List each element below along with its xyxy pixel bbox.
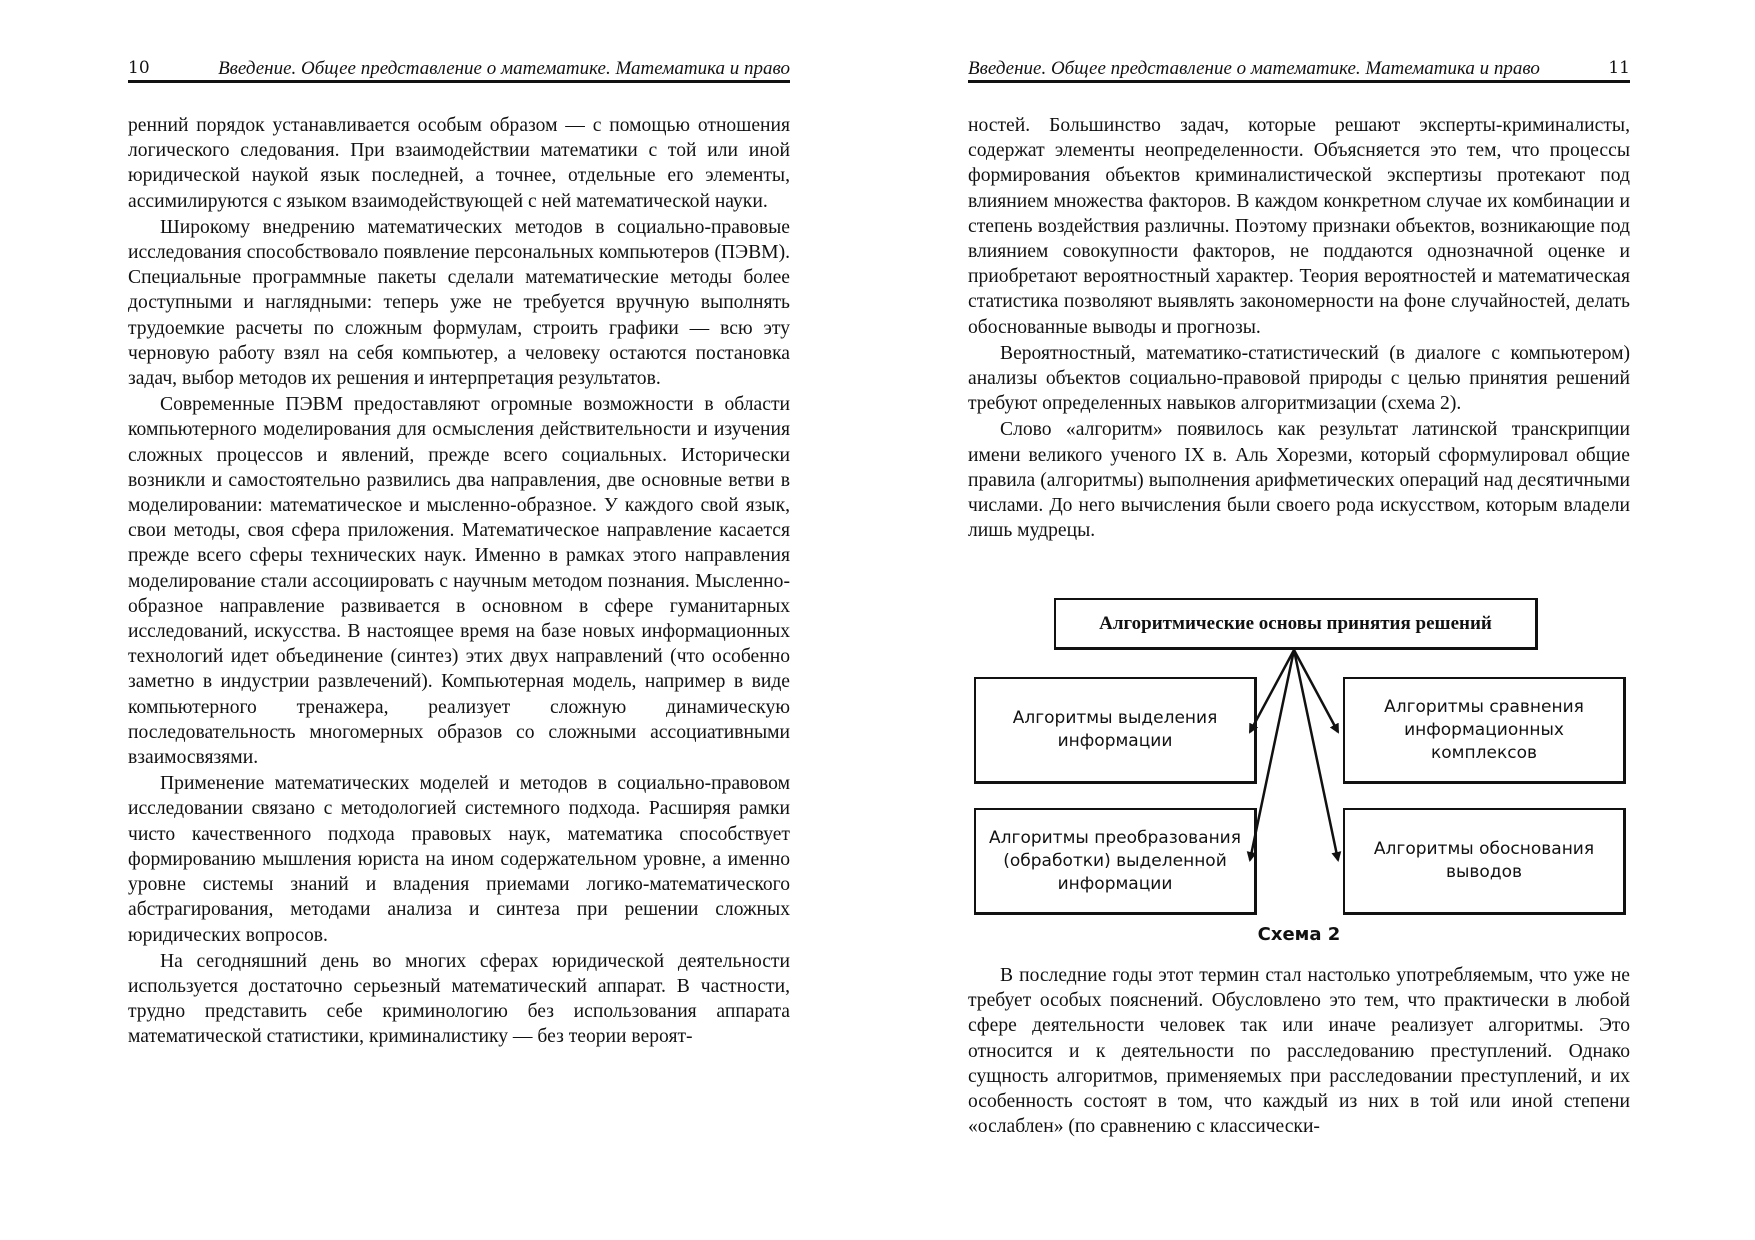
- paragraph: Слово «алгоритм» появилось как результат латинской транскрипции имени великого ученого IX в. Аль Хорезми, который сформулировал общие правила (алгоритмы) выполнения арифметических операций над десятичными числами. До него вычисления были своего рода искусством, которым владели лишь мудрецы.: [968, 419, 1630, 542]
- algorithm-diagram: [968, 598, 1630, 958]
- paragraph: Вероятностный, математико-статистический (в диалоге с компьютером) анализы объектов социально-правовой природы с целью принятия решений требуют определенных навыков алгоритмизации (схема 2).: [968, 342, 1630, 415]
- paragraph: Применение математических моделей и методов в социально-правовом исследовании связано с методологией системного подхода. Расширяя рамки чисто качественного подхода правовых наук, математика способствует формированию мышления юриста на ином содержательном уровне, а именно уровне системы знаний и владения приемами логико-математического абстрагирования, методами анализа и синтеза при решении сложных юридических вопросов.: [128, 773, 790, 946]
- left-page-header: [128, 58, 790, 83]
- running-title: Введение. Общее представление о математике. Математика и право: [968, 58, 1540, 79]
- paragraph: Современные ПЭВМ предоставляют огромные возможности в области компьютерного моделирования для осмысления действительности и изучения сложных процессов и явлений, прежде всего социальных. Исторически возникли и самостоятельно развились два направления, две основные ветви в моделировании: математическое и мысленно-образное. У каждого свой язык, свои методы, своя сфера приложения. Математическое направление касается прежде всего сферы технических наук. Именно в рамках этого направления моделирование стали ассоциировать с научным методом познания. Мысленно-образное направление развивается в основном в сфере гуманитарных исследований, искусства. В настоящее время на базе новых информационных технологий идет объединение (синтез) этих двух направлений (что особенно заметно в индустрии развлечений). Компьютерная модель, например в виде компьютерного тренажера, реализует сложную динамическую последовательность многомерных образов со сложными ассоциативными взаимосвязями.: [128, 394, 790, 769]
- diagram-box-extraction: Алгоритмы выделения информации: [974, 677, 1257, 784]
- paragraph: ренний порядок устанавливается особым образом — с помощью отношения логического следования. При взаимодействии математики с той или иной юридической наукой язык последней, а точнее, отдельные его элементы, ассимилируются с языком взаимодействующей с ней математической науки.: [128, 115, 790, 212]
- running-title: Введение. Общее представление о математике. Математика и право: [218, 58, 790, 79]
- diagram-box-transformation: Алгоритмы преобразования (обработки) выделенной информации: [974, 808, 1257, 915]
- diagram-box-justification: Алгоритмы обоснования выводов: [1343, 808, 1626, 915]
- right-page-body-bottom: [968, 963, 1630, 1139]
- right-page-body-top: [968, 113, 1630, 543]
- page-number: 10: [128, 58, 150, 78]
- paragraph: Широкому внедрению математических методов в социально-правовые исследования способствовало появление персональных компьютеров (ПЭВМ). Специальные программные пакеты сделали математические методы более доступными и наглядными: теперь уже не требуется вручную выполнять трудоемкие расчеты по сложным формулам, строить графики — всю эту черновую работу взял на себя компьютер, а человеку остаются постановка задач, выбор методов их решения и интерпретация результатов.: [128, 216, 790, 390]
- diagram-root-box: Алгоритмические основы принятия решений: [1054, 598, 1538, 650]
- arrow-to-bottom-right: [1294, 650, 1338, 860]
- arrow-to-top-right: [1294, 650, 1338, 732]
- paragraph: На сегодняшний день во многих сферах юридической деятельности используется достаточно серьезный математический аппарат. В частности, трудно представить себе криминологию без использования аппарата математической статистики, криминалистику — без теории вероят-: [128, 950, 790, 1048]
- right-page-header: [968, 58, 1630, 83]
- paragraph: ностей. Большинство задач, которые решают эксперты-криминалисты, содержат элементы неопределенности. Объясняется это тем, что процессы формирования объектов криминалистической экспертизы протекают под влиянием множества факторов. В каждом конкретном случае их комбинации и степень воздействия различны. Поэтому признаки объектов, возникающие под влиянием совокупности факторов, не поддаются однозначной оценке и приобретают вероятностный характер. Теория вероятностей и математическая статистика позволяют выявлять закономерности на фоне случайностей, делать обоснованные выводы и прогнозы.: [968, 115, 1630, 338]
- diagram-caption: Схема 2: [1257, 924, 1341, 945]
- paragraph: В последние годы этот термин стал настолько употребляемым, что уже не требует особых пояснений. Обусловлено это тем, что практически в любой сфере деятельности человек так или иначе реализует алгоритмы. Это относится и к деятельности по расследованию преступлений. Однако сущность алгоритмов, применяемых при расследовании преступлений, и их особенность состоят в том, что каждый из них в той или иной степени «ослаблен» (по сравнению с классически-: [968, 965, 1630, 1138]
- page-number: 11: [1608, 58, 1630, 78]
- left-page-body: [128, 113, 790, 1050]
- diagram-box-comparison: Алгоритмы сравнения информационных комплексов: [1343, 677, 1626, 784]
